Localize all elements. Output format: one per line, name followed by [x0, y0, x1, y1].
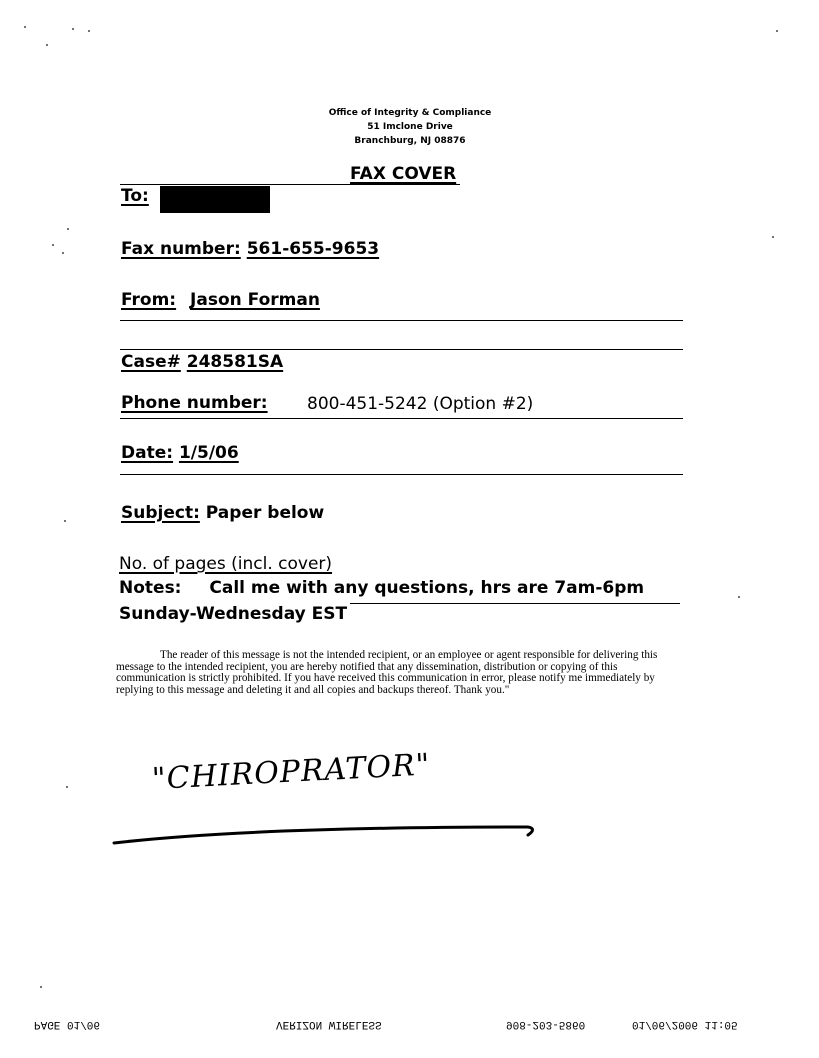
pages-label: No. of pages (incl. cover) [119, 554, 333, 574]
notes-line1: Call me with any questions, hrs are 7am-6pm [209, 578, 645, 598]
date-rule [120, 474, 683, 475]
subject-label: Subject: [121, 503, 200, 523]
footer-carrier: VERIZON WIRELESS [276, 1018, 382, 1030]
scan-speck [776, 30, 778, 32]
handwritten-note: "CHIROPRATOR" [151, 747, 432, 797]
from-rule [120, 320, 683, 321]
notes-label: Notes: [119, 578, 182, 598]
date-row [121, 443, 239, 463]
confidentiality-notice-text: The reader of this message is not the intended recipient, or an employee or agent responsible for delivering this message to the intended recipient, you are hereby notified that any dissemination, distribution or copying of this communication is strictly prohibited. If you have received this communication in error, please notify me immediately by replying to this message and deleting it and all copies and backups thereof. Thank you." [116, 649, 658, 696]
phone-value: 800-451-5242 (Option #2) [307, 394, 534, 414]
scan-speck [64, 520, 66, 522]
notes-line2: Sunday-Wednesday EST [119, 604, 348, 624]
scan-speck [66, 786, 68, 788]
handwritten-line [110, 815, 540, 850]
footer-datetime: 01/06/2006 11:05 [632, 1018, 738, 1030]
from-label: From: [121, 290, 177, 310]
fax-cover-title: FAX COVER [350, 164, 457, 184]
case-value: 248581SA [186, 352, 284, 372]
case-label: Case# [121, 352, 181, 372]
from-value: Jason Forman [190, 290, 320, 310]
fax-number-value: 561-655-9653 [246, 239, 380, 259]
from-row [121, 290, 320, 310]
case-top-rule [120, 349, 683, 350]
scan-speck [738, 596, 740, 598]
to-label: To: [121, 186, 149, 206]
fax-number-row [121, 239, 379, 259]
phone-rule [120, 418, 683, 419]
scan-speck [46, 44, 48, 46]
scan-speck [772, 236, 774, 238]
office-street: 51 Imclone Drive [367, 122, 453, 132]
notes-row [119, 578, 644, 598]
scan-speck [88, 30, 90, 32]
date-label: Date: [121, 443, 174, 463]
scan-speck [52, 244, 54, 246]
scan-speck [40, 986, 42, 988]
subject-value: Paper below [205, 503, 325, 523]
date-value: 1/5/06 [178, 443, 239, 463]
footer-phone: 908-203-5860 [506, 1018, 586, 1030]
scan-speck [67, 228, 69, 230]
scan-speck [24, 26, 26, 28]
footer-page: PAGE 01/06 [34, 1018, 101, 1030]
phone-label: Phone number: [121, 393, 268, 413]
scan-speck [72, 28, 74, 30]
notes-rule [350, 603, 680, 604]
subject-row [121, 503, 324, 523]
office-city: Branchburg, NJ 08876 [354, 136, 466, 146]
office-name: Office of Integrity & Compliance [328, 108, 492, 118]
title-rule [120, 184, 460, 185]
scan-speck [62, 252, 64, 254]
case-row [121, 352, 283, 372]
confidentiality-notice [116, 650, 676, 696]
fax-number-label: Fax number: [121, 239, 241, 259]
redaction-box [160, 186, 270, 213]
